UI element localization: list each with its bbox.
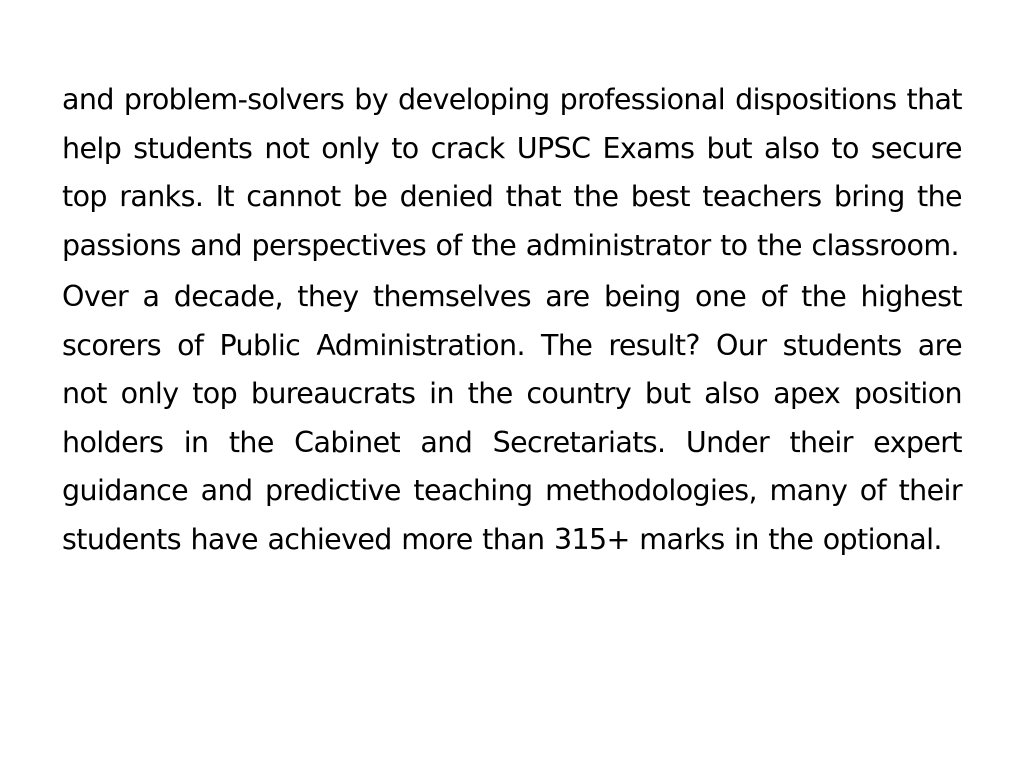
slide-body (62, 76, 962, 567)
body-paragraph-2: Over a decade, they themselves are being one of the highest scorers of Public Administration. The result? Our students are not only top bureaucrats in the country but also apex position holders in the Cabinet and Secretariats. Under their expert guidance and predictive teaching methodologies, many of their students have achieved more than 315+ marks in the optional. (62, 280, 962, 556)
body-paragraph-1: and problem-solvers by developing professional dispositions that help students not only to crack UPSC Exams but also to secure top ranks. It cannot be denied that the best teachers bring the passions and perspectives of the administrator to the classroom. (62, 83, 962, 262)
